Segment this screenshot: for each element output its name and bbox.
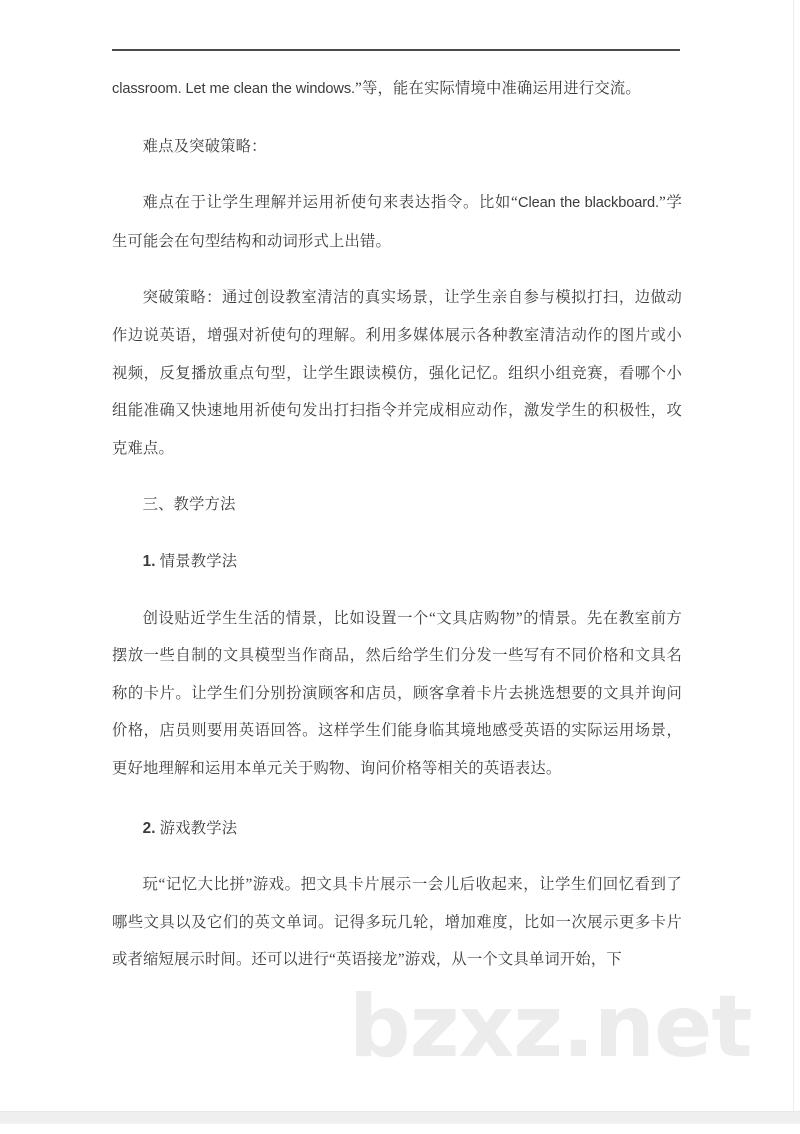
paragraph-method-1-text: 创设贴近学生生活的情景，比如设置一个“文具店购物”的情景。先在教室前方摆放一些自制的文具模型当作商品，然后给学生们分发一些写有不同价格和文具名称的卡片。让学生们分别扮演顾客和店员，顾客拿着卡片去挑选想要的文具并询问价格，店员则要用英语回答。这样学生们能身临其境地感受英语的实际运用场景，更好地理解和运用本单元关于购物、询问价格等相关的英语表达。 <box>112 609 682 777</box>
paragraph-continuation <box>112 70 682 109</box>
page-bottom-band <box>0 1111 800 1124</box>
spacer <box>112 109 682 128</box>
paragraph-method-1 <box>112 600 682 788</box>
spacer <box>112 847 682 866</box>
heading-method-2: 2. 游戏教学法 <box>142 819 238 837</box>
paragraph-method-2-text: 玩“记忆大比拼”游戏。把文具卡片展示一会儿后收起来，让学生们回忆看到了哪些文具以及它们的英文单词。记得多玩几轮，增加难度，比如一次展示更多卡片或者缩短展示时间。还可以进行“英语接龙”游戏，从一个文具单词开始，下 <box>112 876 682 969</box>
document-text-column <box>112 70 682 979</box>
spacer <box>112 165 682 184</box>
paragraph-continuation-text: classroom. Let me clean the windows.”等，能在实际情境中准确运用进行交流。 <box>112 80 641 97</box>
paragraph-strategy-text: 突破策略：通过创设教室清洁的真实场景，让学生亲自参与模拟打扫，边做动作边说英语，增强对祈使句的理解。利用多媒体展示各种教室清洁动作的图片或小视频，反复播放重点句型，让学生跟读模仿，强化记忆。组织小组竞赛，看哪个小组能准确又快速地用祈使句发出打扫指令并完成相应动作，激发学生的积极性，攻克难点。 <box>112 289 682 457</box>
header-horizontal-rule <box>112 49 680 51</box>
heading-method-1: 1. 情景教学法 <box>142 552 238 570</box>
site-watermark: bzxz.net <box>349 977 752 1077</box>
heading-section-3 <box>112 486 682 524</box>
heading-difficulty <box>112 128 682 166</box>
heading-method-1-number: 1. <box>142 552 156 570</box>
paragraph-strategy <box>112 279 682 467</box>
page-right-edge <box>793 0 794 1113</box>
spacer <box>112 524 682 543</box>
spacer <box>112 581 682 600</box>
heading-method-2-number: 2. <box>142 819 156 837</box>
paragraph-method-2 <box>112 866 682 979</box>
heading-section-3-text: 三、教学方法 <box>142 496 236 514</box>
spacer <box>112 260 682 279</box>
spacer <box>112 467 682 486</box>
spacer <box>112 788 682 810</box>
heading-difficulty-text: 难点及突破策略： <box>142 137 267 155</box>
paragraph-difficulty: 难点在于让学生理解并运用祈使句来表达指令。比如“Clean the blackboard.”学生可能会在句型结构和动词形式上出错。 <box>112 194 682 250</box>
